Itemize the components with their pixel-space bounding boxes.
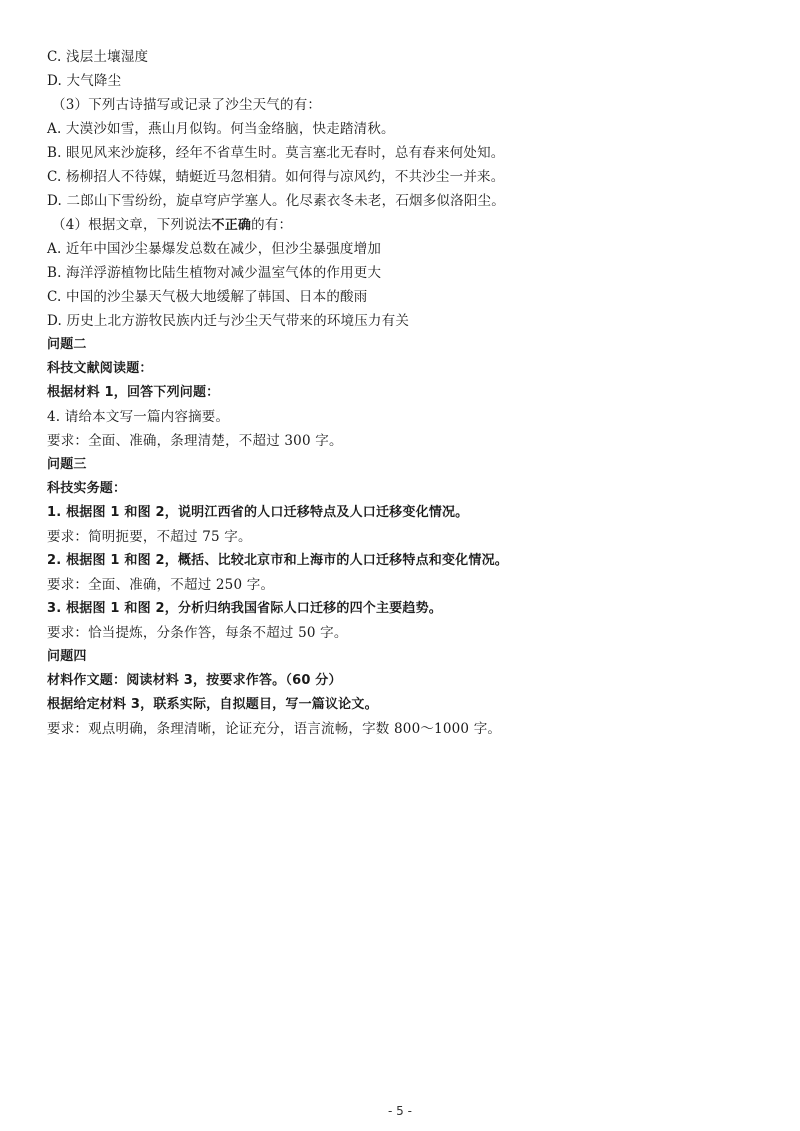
essay-requirement: 要求：观点明确，条理清晰，论证充分，语言流畅，字数 800～1000 字。 xyxy=(47,721,502,737)
question-4-option-b: B. 海洋浮游植物比陆生植物对减少温室气体的作用更大 xyxy=(47,265,382,281)
option-d-atmospheric-dust: D. 大气降尘 xyxy=(47,73,122,89)
instruction-material-1: 根据材料 1，回答下列问题： xyxy=(47,385,220,400)
practical-task-1: 1. 根据图 1 和图 2，说明江西省的人口迁移特点及人口迁移变化情况。 xyxy=(47,505,469,520)
question-3-option-a: A. 大漠沙如雪，燕山月似钩。何当金络脑，快走踏清秋。 xyxy=(47,121,395,137)
question-3-prompt: （3）下列古诗描写或记录了沙尘天气的有： xyxy=(52,97,322,113)
document-body xyxy=(47,45,757,741)
requirement-practical-3: 要求：恰当提炼，分条作答，每条不超过 50 字。 xyxy=(47,625,348,641)
requirement-practical-2: 要求：全面、准确，不超过 250 字。 xyxy=(47,577,275,593)
subheading-practical: 科技实务题： xyxy=(47,481,127,496)
question-4-option-d: D. 历史上北方游牧民族内迁与沙尘天气带来的环境压力有关 xyxy=(47,313,410,329)
question-4-prompt xyxy=(47,213,757,237)
question-4-prompt-pre: （4）根据文章，下列说法 xyxy=(52,217,212,233)
section-heading-problem-3: 问题三 xyxy=(47,457,87,472)
practical-task-3: 3. 根据图 1 和图 2，分析归纳我国省际人口迁移的四个主要趋势。 xyxy=(47,601,442,616)
question-4-prompt-post: 的有： xyxy=(251,217,293,233)
question-4-option-c: C. 中国的沙尘暴天气极大地缓解了韩国、日本的酸雨 xyxy=(47,289,368,305)
question-4-prompt-emphasis: 不正确 xyxy=(211,218,252,233)
question-3-option-d: D. 二郎山下雪纷纷，旋卓穹庐学塞人。化尽素衣冬未老，石烟多似洛阳尘。 xyxy=(47,193,505,209)
essay-instruction: 根据给定材料 3，联系实际，自拟题目，写一篇议论文。 xyxy=(47,697,378,712)
question-4-option-a: A. 近年中国沙尘暴爆发总数在减少，但沙尘暴强度增加 xyxy=(47,241,382,257)
page-number: - 5 - xyxy=(388,1104,412,1118)
question-3-option-c: C. 杨柳招人不待媒，蜻蜓近马忽相猜。如何得与凉风约，不共沙尘一并来。 xyxy=(47,169,505,185)
section-heading-problem-2: 问题二 xyxy=(47,337,87,352)
essay-prompt: 材料作文题：阅读材料 3，按要求作答。（60 分） xyxy=(47,673,342,688)
section-heading-problem-4: 问题四 xyxy=(47,649,87,664)
task-4-summary: 4. 请给本文写一篇内容摘要。 xyxy=(47,409,230,425)
option-c-soil-humidity: C. 浅层土壤湿度 xyxy=(47,49,149,65)
question-3-option-b: B. 眼见风来沙旋移，经年不省草生时。莫言塞北无春时，总有春来何处知。 xyxy=(47,145,505,161)
practical-task-2: 2. 根据图 1 和图 2，概括、比较北京市和上海市的人口迁移特点和变化情况。 xyxy=(47,553,508,568)
requirement-practical-1: 要求：简明扼要，不超过 75 字。 xyxy=(47,529,252,545)
requirement-task-4: 要求：全面、准确，条理清楚，不超过 300 字。 xyxy=(47,433,343,449)
subheading-literature-reading: 科技文献阅读题： xyxy=(47,361,153,376)
